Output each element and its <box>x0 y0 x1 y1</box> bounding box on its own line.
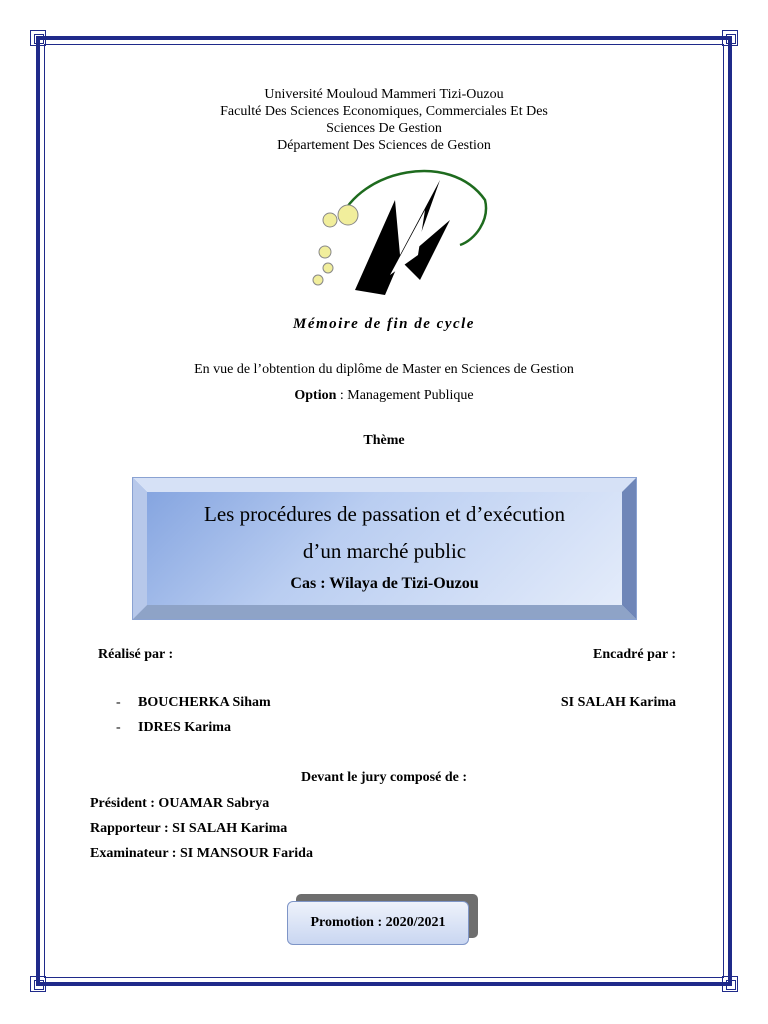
corner-ornament <box>722 30 738 46</box>
encadre-label: Encadré par : <box>593 647 676 662</box>
case-study: Cas : Wilaya de Tizi-Ouzou <box>290 575 479 592</box>
jury-examinateur: Examinateur : SI MANSOUR Farida <box>90 846 313 861</box>
jury-president: Président : OUAMAR Sabrya <box>90 796 270 811</box>
option-value: Management Publique <box>347 388 474 403</box>
university-logo <box>300 160 500 300</box>
memoire-title: Mémoire de fin de cycle <box>293 316 475 332</box>
university-header <box>0 86 768 154</box>
faculty-line: Faculté Des Sciences Economiques, Commerciales Et Des <box>220 104 548 119</box>
option-label: Option <box>294 388 337 403</box>
realise-label: Réalisé par : <box>98 647 174 662</box>
option-line <box>0 388 768 404</box>
option-sep: : <box>336 388 348 403</box>
corner-ornament <box>722 976 738 992</box>
promotion-badge: Promotion : 2020/2021 <box>287 901 469 945</box>
title-box <box>132 477 637 620</box>
bevel-bottom <box>133 605 636 619</box>
bevel-top <box>133 478 636 492</box>
theme-label: Thème <box>363 433 405 448</box>
thesis-title-line1: Les procédures de passation et d’exécution <box>204 502 565 526</box>
department-name: Département Des Sciences de Gestion <box>277 138 491 153</box>
corner-ornament <box>30 976 46 992</box>
bullet-dash: - <box>116 720 121 735</box>
jury-rapporteur: Rapporteur : SI SALAH Karima <box>90 821 288 836</box>
degree-line: En vue de l’obtention du diplôme de Master en Sciences de Gestion <box>194 362 574 377</box>
bullet-dash: - <box>116 695 121 710</box>
thesis-title-line2: d’un marché public <box>302 539 467 563</box>
corner-ornament <box>30 30 46 46</box>
author-name: IDRES Karima <box>138 720 231 735</box>
author-name: BOUCHERKA Siham <box>138 695 271 710</box>
faculty-line-cont: Sciences De Gestion <box>326 121 442 136</box>
university-name: Université Mouloud Mammeri Tizi-Ouzou <box>264 87 504 102</box>
jury-title: Devant le jury composé de : <box>300 770 468 785</box>
supervisor-name: SI SALAH Karima <box>560 695 676 710</box>
